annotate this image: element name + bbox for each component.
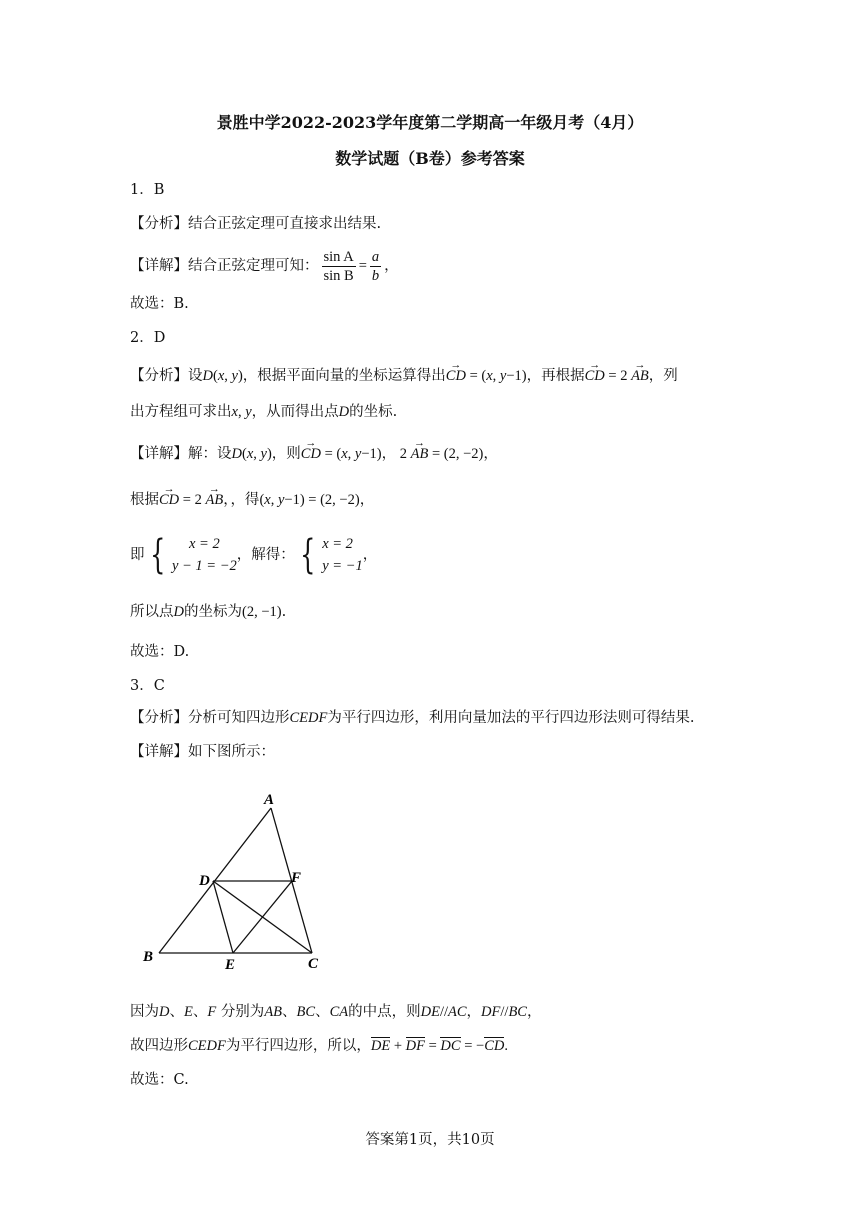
page-title: 景胜中学2022-2023学年度第二学期高一年级月考（4月） [216, 113, 644, 132]
q2-detail: 【详解】解：设D(x, y)，则→ CD = (x, y−1)， 2 → AB = (2, −2)， [130, 444, 498, 464]
page-subtitle: 数学试题（B卷）参考答案 [335, 149, 525, 168]
q3-heading: 3．C [130, 678, 165, 694]
label-a: A [264, 792, 275, 808]
q2-analysis-line2: 出方程组可求出x, y，从而得出点D的坐标. [130, 404, 398, 420]
q2-analysis-line1: 【分析】设D(x, y)，根据平面向量的坐标运算得出→ CD = (x, y−1)，再根据→ CD = 2 → AB，列 [130, 366, 678, 386]
q1-detail: 【详解】结合正弦定理可知： $\frac{\text{sin A}}{\text{sin B}}$ = $\frac{a}{b}$ ， [130, 248, 399, 284]
q3-choice: 故选：C. [130, 1072, 189, 1088]
q1-detail-prefix: 【详解】结合正弦定理可知： [130, 258, 319, 274]
label-c: C [308, 956, 319, 972]
q3-because: 因为D、E、F 分别为AB、BC、CA的中点，则DE//AC，DF//BC， [130, 1004, 542, 1020]
q2-choice: 故选：D. [130, 644, 190, 660]
q1-frac-sin: $\frac{\text{sin A}}{\text{sin B}}$ [323, 248, 354, 284]
q2-conclusion: 所以点D的坐标为(2, −1). [130, 604, 287, 620]
q2-system: 即 { x = 2 y − 1 = −2 ，解得： { x = 2 y = −1 ， [130, 532, 378, 578]
q3-analysis: 【分析】分析可知四边形CEDF为平行四边形，利用向量加法的平行四边形法则可得结果. [130, 710, 695, 726]
q2-system-2: x = 2 y = −1 [322, 536, 363, 574]
edge-fe [233, 881, 292, 953]
q2-since: 根据→ CD = 2 → AB，，得(x, y−1) = (2, −2)， [130, 490, 374, 510]
q2-heading: 2．D [130, 330, 166, 346]
q3-detail: 【详解】如下图所示： [130, 744, 275, 760]
q3-therefore: 故四边形CEDF为平行四边形，所以，DE + DF = DC = −CD. [130, 1038, 508, 1054]
q1-frac-ab: $\frac{a}{b}$ [371, 248, 380, 284]
label-d: D [199, 873, 210, 889]
q1-choice: 故选：B. [130, 296, 189, 312]
q1-analysis: 【分析】结合正弦定理可直接求出结果. [130, 216, 382, 232]
page-footer: 答案第1页，共10页 [365, 1132, 495, 1148]
q1-heading: 1．B [130, 182, 165, 198]
label-b: B [143, 949, 154, 965]
label-f: F [291, 870, 302, 886]
edge-de [213, 881, 233, 953]
q2-system-1: x = 2 y − 1 = −2 [171, 536, 237, 574]
label-e: E [225, 957, 236, 973]
triangle-figure [130, 785, 340, 975]
